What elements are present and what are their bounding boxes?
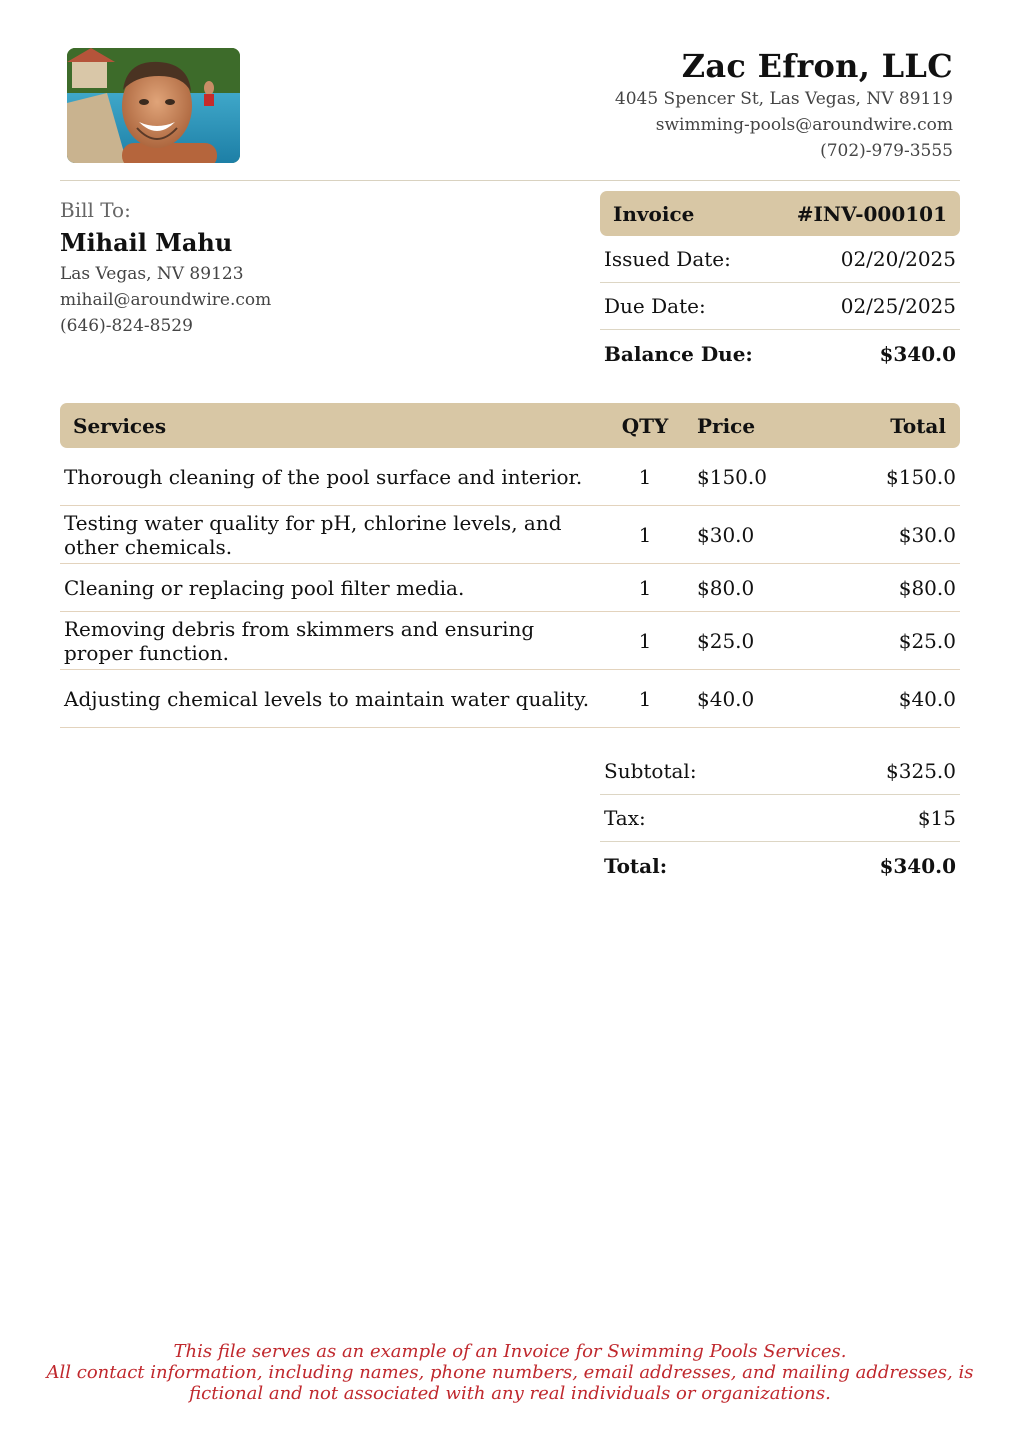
company-logo-photo: [67, 48, 240, 163]
bill-to-address: Las Vegas, NV 89123: [60, 264, 244, 284]
tax-value: $15: [917, 806, 956, 830]
subtotal-row: [600, 748, 960, 795]
company-info: [615, 46, 953, 164]
table-row: [60, 670, 960, 728]
disclaimer-footer: [0, 1341, 1020, 1404]
table-row: [60, 506, 960, 564]
service-price: $25.0: [697, 628, 755, 653]
service-qty: 1: [638, 522, 652, 547]
service-price: $30.0: [697, 522, 755, 547]
bill-to-label: Bill To:: [60, 198, 131, 222]
invoice-header: [600, 191, 960, 236]
tax-label: Tax:: [604, 806, 646, 830]
service-qty: 1: [638, 464, 652, 489]
subtotal-value: $325.0: [886, 759, 956, 783]
service-price: $150.0: [697, 464, 767, 489]
service-price: $40.0: [697, 686, 755, 711]
header-divider: [60, 180, 960, 181]
header-price: Price: [697, 413, 756, 438]
service-price: $80.0: [697, 575, 755, 600]
service-total: $80.0: [898, 575, 956, 600]
issued-date-label: Issued Date:: [604, 247, 731, 271]
service-description: Thorough cleaning of the pool surface and interior.: [64, 464, 583, 489]
service-description: Removing debris from skimmers and ensuring proper function.: [64, 616, 535, 665]
balance-due-row: [600, 330, 960, 377]
service-description: Cleaning or replacing pool filter media.: [64, 575, 465, 600]
company-email: swimming-pools@aroundwire.com: [655, 115, 953, 135]
service-description: Adjusting chemical levels to maintain water quality.: [64, 686, 590, 711]
total-label: Total:: [604, 853, 668, 878]
company-name: Zac Efron, LLC: [681, 47, 953, 85]
disclaimer-line-3: fictional and not associated with any real individuals or organizations.: [189, 1383, 831, 1404]
disclaimer-line-1: This file serves as an example of an Invoice for Swimming Pools Services.: [173, 1341, 847, 1362]
due-date-label: Due Date:: [604, 294, 706, 318]
service-description: Testing water quality for pH, chlorine levels, and other chemicals.: [64, 510, 562, 559]
total-value: $340.0: [879, 853, 956, 878]
service-qty: 1: [638, 628, 652, 653]
table-row: [60, 448, 960, 506]
due-date-row: [600, 283, 960, 330]
totals-section: [600, 748, 960, 889]
service-total: $30.0: [898, 522, 956, 547]
bill-to-phone: (646)-824-8529: [60, 316, 193, 336]
header-total: Total: [890, 413, 946, 438]
services-table: [60, 403, 960, 728]
balance-due-value: $340.0: [879, 341, 956, 366]
service-qty: 1: [638, 575, 652, 600]
service-total: $25.0: [898, 628, 956, 653]
tax-row: [600, 795, 960, 842]
bill-to-email: mihail@aroundwire.com: [60, 290, 272, 310]
company-address: 4045 Spencer St, Las Vegas, NV 89119: [614, 89, 953, 109]
disclaimer-line-2: All contact information, including names, phone numbers, email addresses, and mailing addresses, is: [46, 1362, 974, 1383]
invoice-summary: [600, 191, 960, 377]
header-qty: QTY: [621, 413, 669, 438]
subtotal-label: Subtotal:: [604, 759, 697, 783]
table-row: [60, 564, 960, 612]
service-total: $150.0: [886, 464, 956, 489]
header-services: Services: [73, 413, 167, 438]
bill-to-name: Mihail Mahu: [60, 228, 233, 257]
invoice-label: Invoice: [613, 201, 695, 226]
bill-to-section: [60, 197, 271, 339]
issued-date-row: [600, 236, 960, 283]
total-row: [600, 842, 960, 889]
due-date-value: 02/25/2025: [840, 294, 956, 318]
services-table-header: [60, 403, 960, 448]
service-qty: 1: [638, 686, 652, 711]
invoice-number: #INV-000101: [796, 201, 947, 226]
company-phone: (702)-979-3555: [820, 141, 953, 161]
issued-date-value: 02/20/2025: [840, 247, 956, 271]
service-total: $40.0: [898, 686, 956, 711]
balance-due-label: Balance Due:: [604, 341, 753, 366]
table-row: [60, 612, 960, 670]
